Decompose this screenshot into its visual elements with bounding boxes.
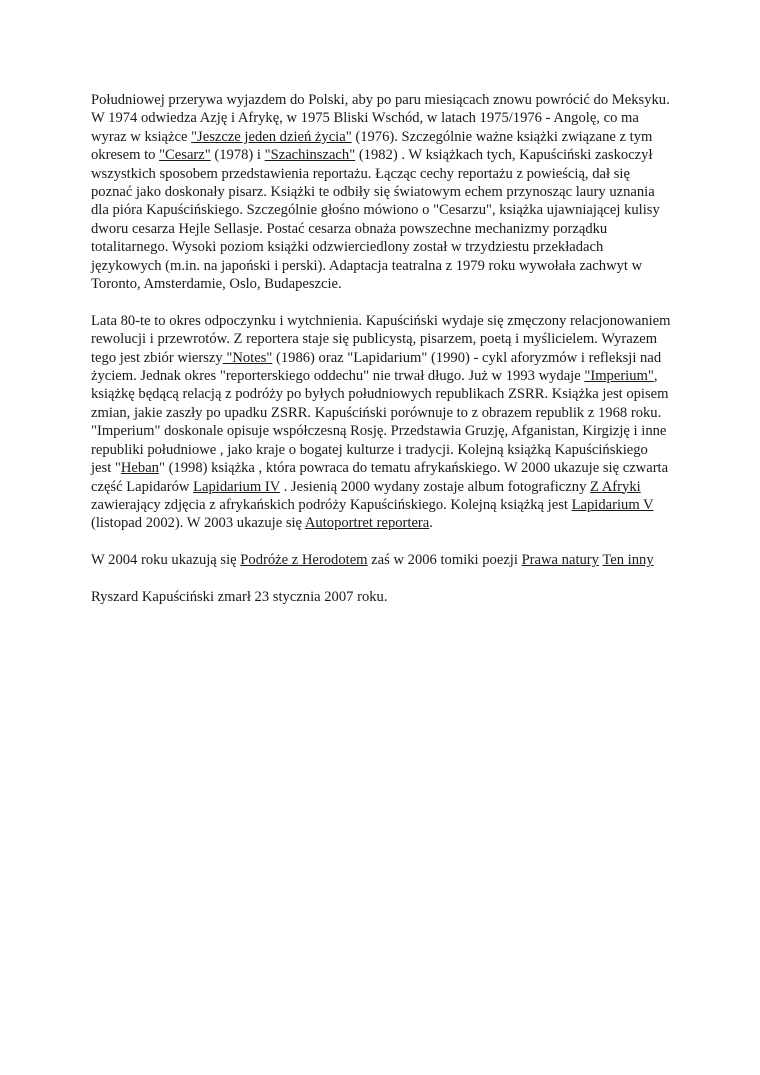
link-z-afryki[interactable]: Z Afryki [590,478,641,495]
text-segment: Ryszard Kapuściński zmarł 23 stycznia 2007 roku. [91,588,388,605]
text-segment: , książkę będącą relacją z podróży po byłych południowych republikach ZSRR. Książka jest opisem zmian, jakie zaszły po upadku ZSRR. Kapuściński porównuje to z obrazem republik z 1968 roku. "Imperium" doskonale opisuje współczesną Rosję. Przedstawia Gruzję, Afganistan, Kirgizję i inne republiki południowe , jako kraje o bogatej kulturze i tradycji. Kolejną książką Kapuścińskiego jest " [91,368,669,477]
link-cesarz[interactable]: "Cesarz" [159,147,211,164]
text-segment: Południowej przerywa wyjazdem do Polski, aby po paru miesiącach znowu powrócić do Meksyku. W 1974 odwiedza Azję i Afrykę, w 1975 Bliski Wschód, w latach 1975/1976 - Angolę, co ma wyraz w książce [91,92,670,145]
text-segment: " (1998) książka , która powraca do tematu afrykańskiego. W 2000 ukazuje się czwarta część Lapidarów [91,460,669,495]
link-prawa-natury[interactable]: Prawa natury [521,552,599,569]
paragraph-4 [91,588,671,606]
text-segment: (1986) oraz "Lapidarium" (1990) - cykl aforyzmów i refleksji nad życiem. Jednak okres "reporterskiego oddechu" nie trwał długo. Już w 1993 wydaje [91,349,662,385]
link-jeszcze-jeden-dzien-zycia[interactable]: "Jeszcze jeden dzień życia" [191,128,352,145]
paragraph-2 [91,312,671,533]
text-segment: W 2004 roku ukazują się [91,552,241,569]
link-podroze-z-herodotem[interactable]: Podróże z Herodotem [240,552,368,569]
link-lapidarium-iv[interactable]: Lapidarium IV [193,478,280,495]
text-segment: . Jesienią 2000 wydany zostaje album fotograficzny [279,478,591,495]
text-segment: (1976). Szczególnie ważne książki związane z tym okresem to [91,128,653,164]
text-segment: zaś w 2006 tomiki poezji [367,552,522,569]
text-segment: zawierający zdjęcia z afrykańskich podróży Kapuścińskiego. Kolejną książką jest [91,496,572,513]
text-segment: (1978) i [210,147,265,164]
link-lapidarium-v[interactable]: Lapidarium V [571,496,654,513]
link-autoportret-reportera[interactable]: Autoportret reportera [304,515,430,532]
text-segment: . [429,515,433,532]
text-segment: (1982) . W książkach tych, Kapuściński zaskoczył wszystkich sposobem przedstawienia reportażu. Łącząc cechy reportażu z powieścią, dał się poznać jako doskonały pisarz. Książki te odbiły się światowym echem przynosząc laury uznania dla pióra Kapuścińskiego. Szczególnie głośno mówiono o "Cesarzu", książka ujawniającej kulisy dworu cesarza Hejle Sellasje. Postać cesarza obnaża powszechne mechanizmy porządku totalitarnego. Wysoki poziom książki odzwierciedlony został w trzydziestu przekładach językowych (m.in. na japoński i perski). Adaptacja teatralna z 1979 roku wywołała zachwyt w Toronto, Amsterdamie, Oslo, Budapeszcie. [91,147,660,293]
link-notes[interactable]: "Notes" [222,349,273,366]
link-ten-inny[interactable]: Ten inny [602,552,654,569]
link-heban[interactable]: Heban [120,460,159,477]
link-imperium[interactable]: "Imperium" [584,368,654,385]
paragraph-1 [91,91,671,293]
document-body [91,91,671,625]
text-segment: Lata 80-te to okres odpoczynku i wytchnienia. Kapuściński wydaje się zmęczony relacjonowaniem rewolucji i przewrotów. Z reportera staje się publicystą, pisarzem, poetą i myślicielem. Wyrazem tego jest zbiór wierszy [91,312,671,366]
paragraph-3 [91,551,671,569]
text-segment: (listopad 2002). W 2003 ukazuje się [91,515,305,532]
link-szachinszach[interactable]: "Szachinszach" [264,147,356,164]
